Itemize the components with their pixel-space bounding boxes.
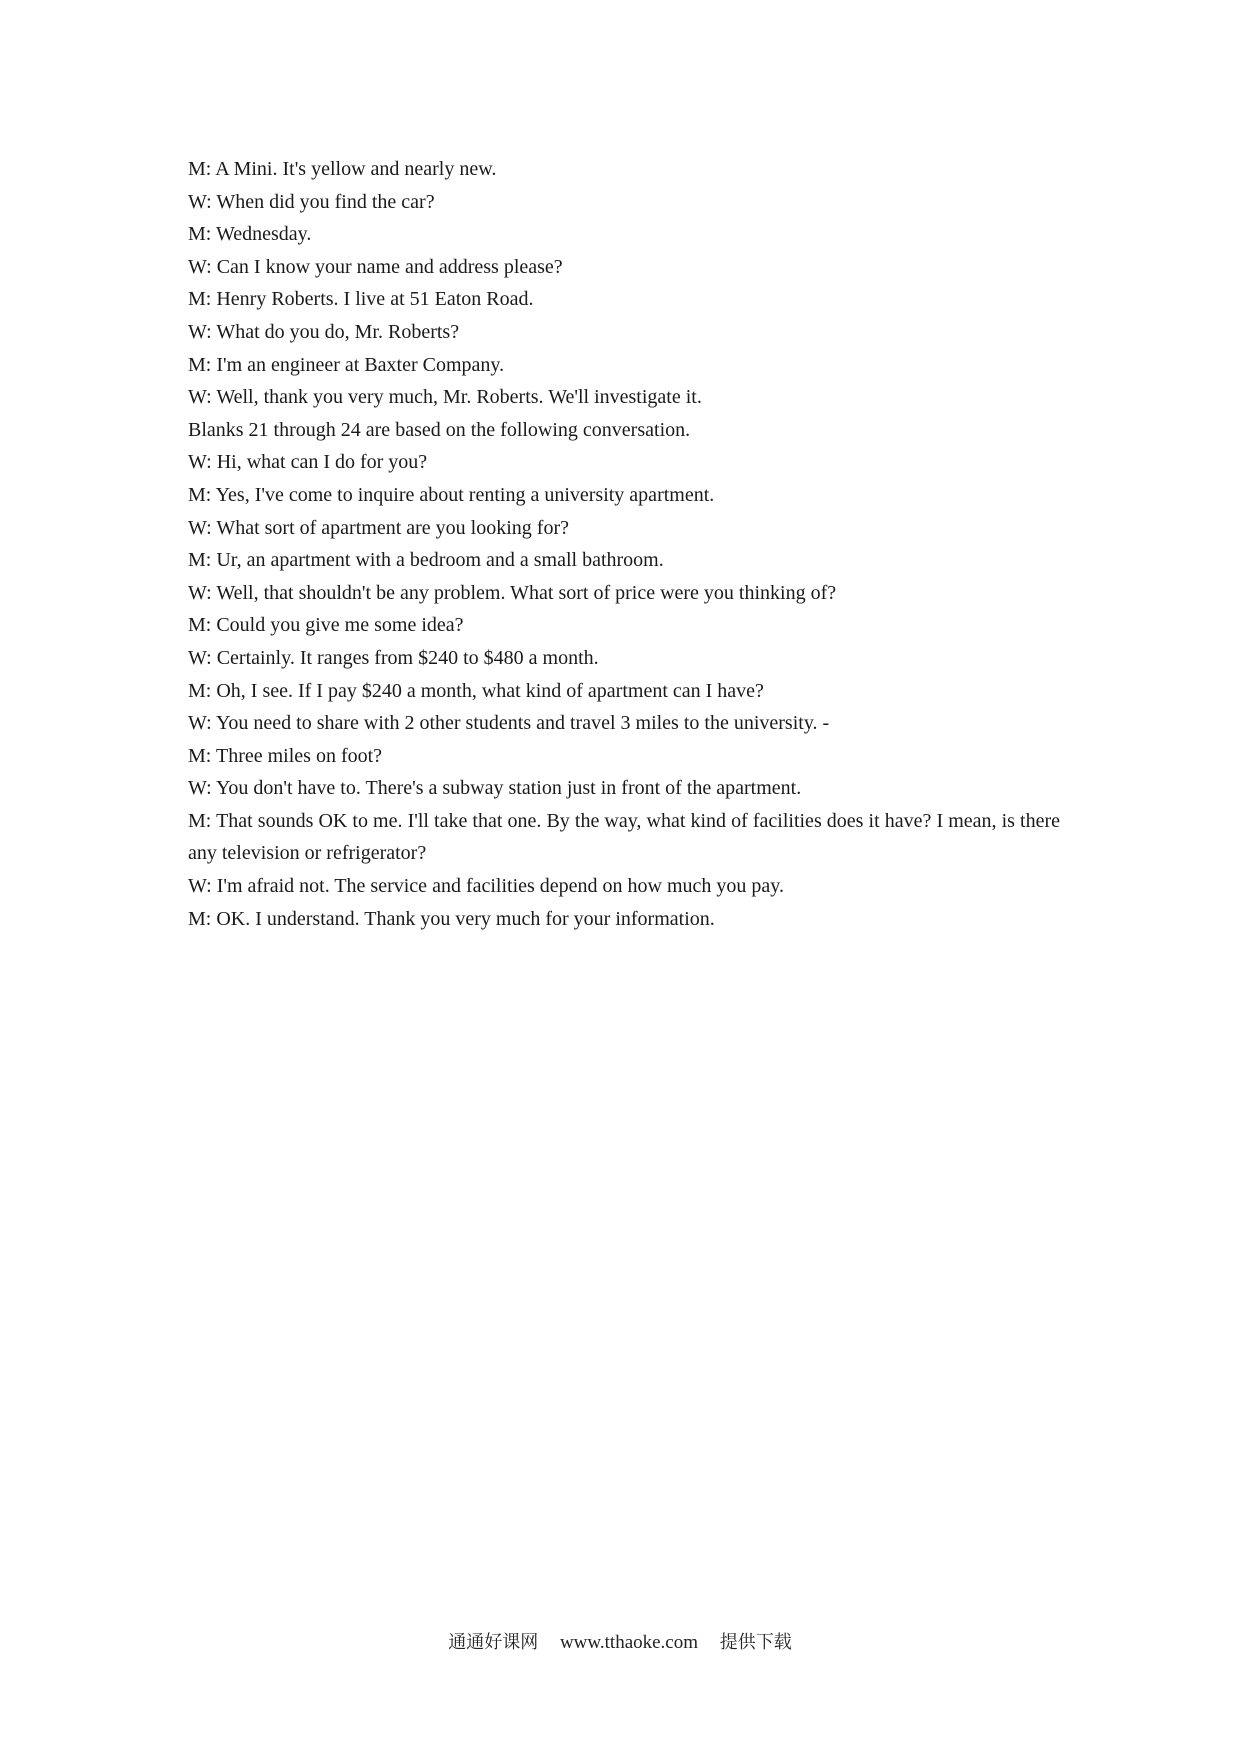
- transcript-line: W: Can I know your name and address please?: [188, 255, 563, 278]
- transcript-line: W: You don't have to. There's a subway station just in front of the apartment.: [188, 777, 802, 800]
- page-footer: [0, 1628, 1240, 1654]
- transcript-line: M: OK. I understand. Thank you very much for your information.: [188, 907, 715, 930]
- transcript-line: M: Wednesday.: [188, 223, 312, 246]
- transcript-line: M: I'm an engineer at Baxter Company.: [188, 353, 505, 376]
- transcript-line: W: Certainly. It ranges from $240 to $480 a month.: [188, 646, 599, 669]
- transcript-line: M: A Mini. It's yellow and nearly new.: [188, 158, 497, 180]
- transcript-line: M: Ur, an apartment with a bedroom and a small bathroom.: [188, 549, 664, 572]
- transcript-line: M: Oh, I see. If I pay $240 a month, what kind of apartment can I have?: [188, 679, 764, 702]
- transcript: [188, 153, 1060, 935]
- transcript-line: W: Hi, what can I do for you?: [188, 451, 428, 474]
- transcript-line: W: What sort of apartment are you looking for?: [188, 516, 569, 539]
- transcript-line: M: That sounds OK to me. I'll take that one. By the way, what kind of facilities does it have? I mean, is there any television or refrigerator?: [188, 809, 1060, 865]
- transcript-line: W: When did you find the car?: [188, 190, 435, 213]
- section-instruction: Blanks 21 through 24 are based on the following conversation.: [188, 418, 691, 441]
- footer-url: www.tthaoke.com: [559, 1632, 699, 1653]
- footer-site-name: 通通好课网: [448, 1632, 539, 1653]
- transcript-line: M: Yes, I've come to inquire about renting a university apartment.: [188, 483, 715, 506]
- transcript-line: W: Well, thank you very much, Mr. Roberts. We'll investigate it.: [188, 386, 702, 409]
- transcript-line: M: Could you give me some idea?: [188, 614, 464, 637]
- transcript-line: W: What do you do, Mr. Roberts?: [188, 320, 460, 343]
- footer-suffix: 提供下载: [719, 1632, 792, 1653]
- transcript-line: W: I'm afraid not. The service and facilities depend on how much you pay.: [188, 875, 785, 898]
- transcript-line: M: Henry Roberts. I live at 51 Eaton Road.: [188, 288, 534, 311]
- transcript-line: W: Well, that shouldn't be any problem. What sort of price were you thinking of?: [188, 581, 837, 604]
- transcript-line: M: Three miles on foot?: [188, 744, 383, 767]
- transcript-line: W: You need to share with 2 other students and travel 3 miles to the university. -: [188, 712, 830, 735]
